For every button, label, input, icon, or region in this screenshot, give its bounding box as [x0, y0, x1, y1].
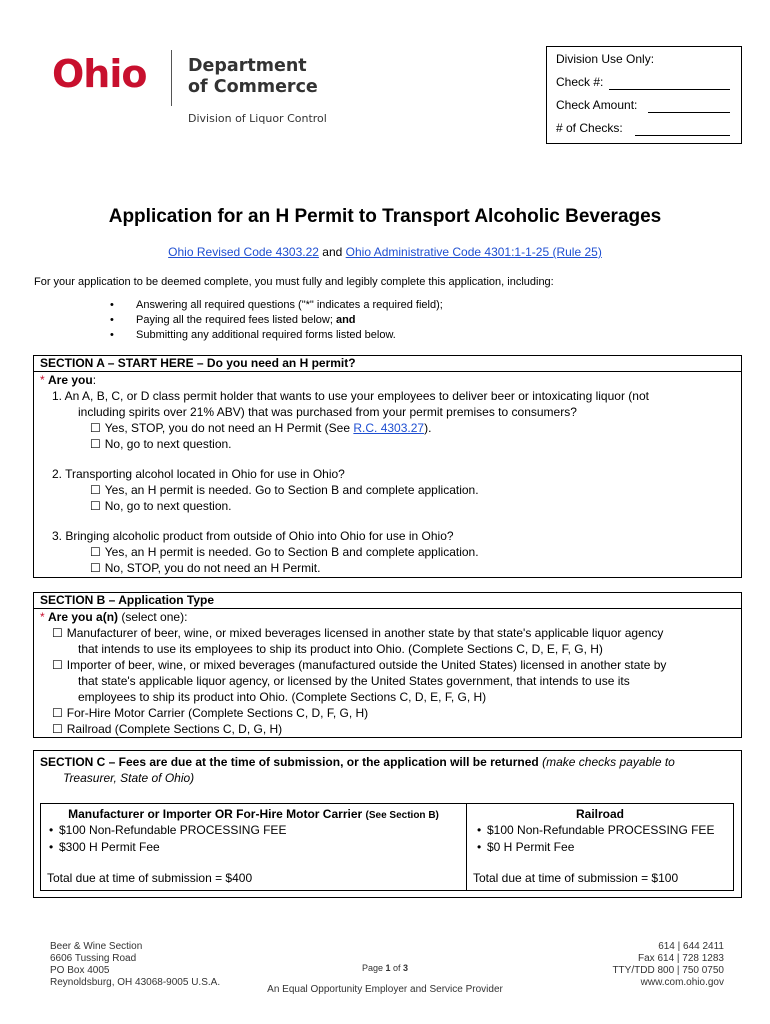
section-c-heading: SECTION C – Fees are due at the time of submission, or the application will be returned (make checks payable to Treasurer, State of Ohio) [40, 755, 675, 785]
list-item: • Answering all required questions ("*" indicates a required field); [110, 299, 443, 311]
intro-text: For your application to be deemed complete, you must fully and legibly complete this application, including: [34, 276, 554, 288]
checkbox[interactable]: ☐ [90, 483, 101, 497]
division-use-title: Division Use Only: [556, 52, 655, 66]
section-b-heading: SECTION B – Application Type [34, 593, 741, 609]
checkbox[interactable]: ☐ [90, 499, 101, 513]
page-number: Page 1 of 3 [361, 963, 409, 973]
fee-column-railroad [467, 804, 733, 890]
check-amount-label: Check Amount: [556, 98, 638, 112]
section-a [33, 355, 742, 578]
importer-option[interactable]: ☐ Importer of beer, wine, or mixed beverages (manufactured outside the United States) licensed in another state by [52, 658, 667, 672]
fee-column-manufacturer [41, 804, 466, 890]
list-item: • Paying all the required fees listed below; and [110, 314, 356, 326]
division-use-box [546, 46, 742, 144]
manufacturer-option-cont: that intends to use its employees to ship its product into Ohio. (Complete Sections C, D, E, F, G, H) [78, 642, 603, 656]
requirements-list [110, 298, 443, 343]
division-name: Division of Liquor Control [188, 112, 327, 125]
ohio-logo [52, 52, 147, 96]
department-line1: Department [188, 56, 307, 76]
num-checks-label: # of Checks: [556, 121, 623, 135]
check-number-field[interactable] [609, 89, 730, 90]
checkbox[interactable]: ☐ [90, 437, 101, 451]
checkbox[interactable]: ☐ [90, 421, 101, 435]
checkbox[interactable]: ☐ [52, 706, 63, 720]
checkbox[interactable]: ☐ [52, 658, 63, 672]
num-checks-field[interactable] [635, 135, 730, 136]
department-line2: of Commerce [188, 77, 318, 97]
fee-table [40, 803, 734, 891]
ohio-revised-code-link[interactable]: Ohio Revised Code 4303.22 [168, 245, 319, 259]
railroad-option[interactable]: ☐ Railroad (Complete Sections C, D, G, H) [52, 722, 283, 736]
check-number-label: Check #: [556, 75, 604, 89]
fee-item: • $300 H Permit Fee [49, 840, 160, 854]
q1-no-option[interactable]: ☐ No, go to next question. [90, 437, 232, 451]
fee-item: • $100 Non-Refundable PROCESSING FEE [477, 823, 715, 837]
ohio-admin-code-link[interactable]: Ohio Administrative Code 4301:1-1-25 (Rule 25) [345, 245, 602, 259]
fee-column-header: Railroad [575, 807, 624, 821]
question-1: 1. An A, B, C, or D class permit holder that wants to use your employees to deliver beer or intoxicating liquor (not [52, 389, 649, 403]
logo-divider [171, 50, 172, 106]
motor-carrier-option[interactable]: ☐ For-Hire Motor Carrier (Complete Sections C, D, F, G, H) [52, 706, 369, 720]
fee-total: Total due at time of submission = $400 [47, 871, 253, 885]
section-b [33, 592, 742, 738]
fee-total: Total due at time of submission = $100 [473, 871, 679, 885]
fee-column-header: Manufacturer or Importer OR For-Hire Motor Carrier (See Section B) [68, 807, 439, 821]
manufacturer-option[interactable]: ☐ Manufacturer of beer, wine, or mixed beverages licensed in another state by that state's applicable liquor agency [52, 626, 664, 640]
q3-no-option[interactable]: ☐ No, STOP, you do not need an H Permit. [90, 561, 321, 575]
checkbox[interactable]: ☐ [52, 722, 63, 736]
checkbox[interactable]: ☐ [90, 561, 101, 575]
page-title: Application for an H Permit to Transport Alcoholic Beverages [108, 206, 662, 227]
footer-contact: 614 | 644 2411 Fax 614 | 728 1283 TTY/TDD 800 | 750 0750 www.com.ohio.gov [612, 941, 724, 988]
fee-item: • $100 Non-Refundable PROCESSING FEE [49, 823, 287, 837]
list-item: • Submitting any additional required forms listed below. [110, 329, 396, 341]
eeo-statement: An Equal Opportunity Employer and Service Provider [267, 984, 503, 995]
fee-item: • $0 H Permit Fee [477, 840, 575, 854]
code-references [0, 245, 770, 259]
q2-no-option[interactable]: ☐ No, go to next question. [90, 499, 232, 513]
code-and: and [322, 245, 343, 259]
q2-yes-option[interactable]: ☐ Yes, an H permit is needed. Go to Section B and complete application. [90, 483, 479, 497]
section-b-prompt: * Are you a(n) (select one): [40, 610, 188, 624]
question-1-cont: including spirits over 21% ABV) that was purchased from your permit premises to consumers? [78, 405, 577, 419]
checkbox[interactable]: ☐ [52, 626, 63, 640]
q3-yes-option[interactable]: ☐ Yes, an H permit is needed. Go to Section B and complete application. [90, 545, 479, 559]
importer-option-cont: that state's applicable liquor agency, or licensed by the United States government, that intends to use its [78, 674, 630, 688]
question-2: 2. Transporting alcohol located in Ohio for use in Ohio? [52, 467, 345, 481]
ohio-logo-text: Ohio [52, 52, 147, 96]
rc-4303-27-link[interactable]: R.C. 4303.27 [353, 421, 425, 435]
footer-address: Beer & Wine Section 6606 Tussing Road PO Box 4005 Reynoldsburg, OH 43068-9005 U.S.A. [50, 941, 221, 988]
question-3: 3. Bringing alcoholic product from outside of Ohio into Ohio for use in Ohio? [52, 529, 454, 543]
checkbox[interactable]: ☐ [90, 545, 101, 559]
section-a-heading: SECTION A – START HERE – Do you need an H permit? [34, 356, 741, 372]
department-name [188, 56, 318, 98]
section-a-prompt: * Are you: [40, 373, 97, 387]
importer-option-cont: employees to ship its product into Ohio. (Complete Sections C, D, E, F, G, H) [78, 690, 487, 704]
check-amount-field[interactable] [648, 112, 730, 113]
q1-yes-option[interactable]: ☐ Yes, STOP, you do not need an H Permit (See R.C. 4303.27). [90, 421, 432, 435]
